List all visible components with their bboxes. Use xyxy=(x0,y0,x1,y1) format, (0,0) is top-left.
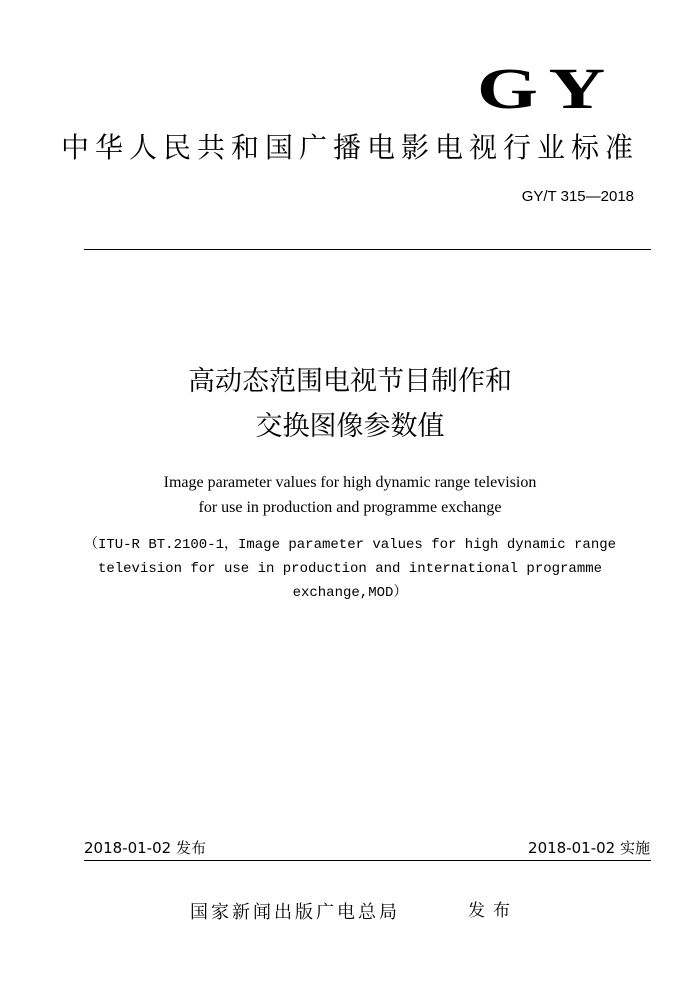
chinese-title-line-1: 高动态范围电视节目制作和 xyxy=(188,366,512,397)
top-divider xyxy=(84,249,651,250)
implementation-date: 2018-01-02 实施 xyxy=(528,839,650,857)
standard-number: GY/T 315—2018 xyxy=(521,188,634,205)
issuing-authority: 国家新闻出版广电总局 xyxy=(190,902,400,923)
organization-title: 中华人民共和国广播电影电视行业标准 xyxy=(60,131,639,164)
issue-date: 2018-01-02 发布 xyxy=(84,839,206,857)
itu-reference-line-3: exchange,MOD） xyxy=(292,585,408,601)
bottom-divider xyxy=(84,860,651,861)
english-title-line-1: Image parameter values for high dynamic range television xyxy=(163,474,537,491)
gy-logo: GY xyxy=(476,56,616,121)
itu-reference-line-1: （ITU-R BT.2100-1，Image parameter values for high dynamic range xyxy=(83,537,617,553)
publish-label: 发布 xyxy=(468,901,518,921)
english-title-line-2: for use in production and programme exchange xyxy=(198,499,502,516)
chinese-title-line-2: 交换图像参数值 xyxy=(255,411,445,442)
itu-reference-line-2: television for use in production and international programme xyxy=(97,561,603,577)
